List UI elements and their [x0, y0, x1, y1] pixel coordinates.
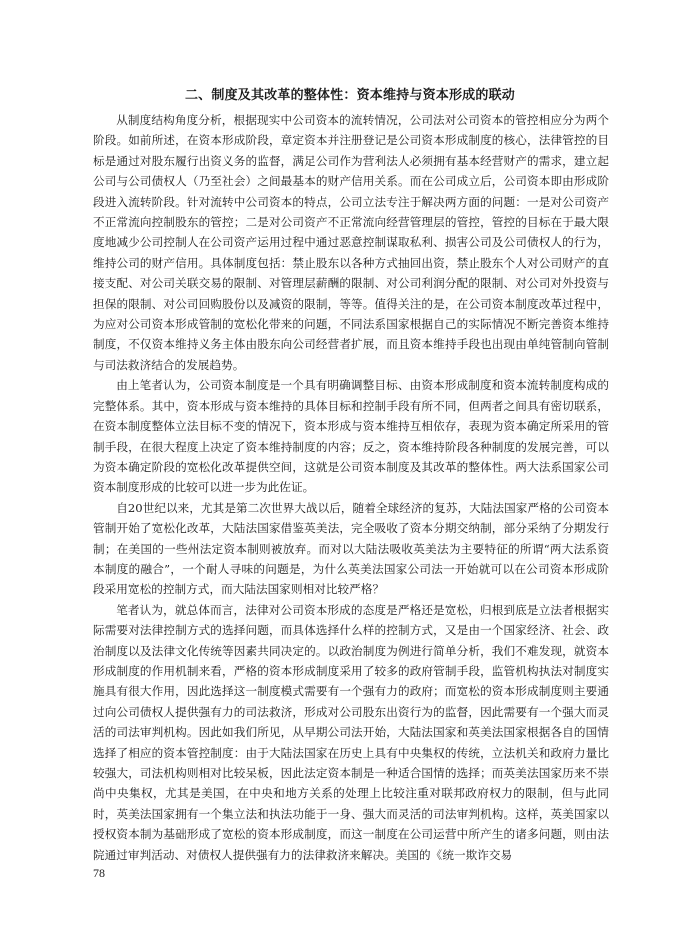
page-number: 78: [93, 866, 105, 880]
paragraph: 由上笔者认为，公司资本制度是一个具有明确调整目标、由资本形成制度和资本流转制度构成的完整体系。其中，资本形成与资本维持的具体目标和控制手段有所不同，但两者之间具有密切联系，在资本制度整体立法目标不变的情况下，资本形成与资本维持互相依存，表现为资本确定所采用的管制手段，在很大程度上决定了资本维持制度的内容；反之，资本维持阶段各种制度的发展完善，可以为资本确定阶段的宽松化改革提供空间，这就是公司资本制度及其改革的整体性。两大法系国家公司资本制度形成的比较可以进一步为此佐证。: [93, 378, 609, 495]
paragraph: 笔者认为，就总体而言，法律对公司资本形成的态度是严格还是宽松，归根到底是立法者根据实际需要对法律控制方式的选择问题，而具体选择什么样的控制方式，又是由一个国家经济、社会、政治制度以及法律文化传统等因素共同决定的。以政治制度为例进行简单分析，我们不难发现，就资本形成制度的作用机制来看，严格的资本形成制度采用了较多的政府管制手段，监管机构执法对制度实施具有很大作用，因此选择这一制度模式需要有一个强有力的政府；而宽松的资本形成制度则主要通过向公司债权人提供强有力的司法救济，形成对公司股东出资行为的监督，因此需要有一个强大而灵活的司法审判机构。因此如我们所见，从早期公司法开始，大陆法国家和英美法国家根据各自的国情选择了相应的资本管控制度：由于大陆法国家在历史上具有中央集权的传统，立法机关和政府力量比较强大，司法机构则相对比较呆板，因此法定资本制是一种适合国情的选择；而英美法国家历来不崇尚中央集权，尤其是美国，在中央和地方关系的处理上比较注重对联邦政府权力的限制，但与此同时，英美法国家拥有一个集立法和执法功能于一身、强大而灵活的司法审判机构。这样，英美国家以授权资本制为基础形成了宽松的资本形成制度，而这一制度在公司运营中所产生的诸多问题，则由法院通过审判活动、对债权人提供强有力的法律救济来解决。美国的《统一欺诈交易: [93, 602, 609, 862]
section-heading: 二、制度及其改革的整体性：资本维持与资本形成的联动: [184, 88, 515, 103]
paragraph: 从制度结构角度分析，根据现实中公司资本的流转情况，公司法对公司资本的管控相应分为两个阶段。如前所述，在资本形成阶段，章定资本并注册登记是公司资本形成制度的核心，法律管控的目标是通过对股东履行出资义务的监督，满足公司作为营利法人必须拥有基本经营财产的需求，建立起公司与公司债权人（乃至社会）之间最基本的财产信用关系。而在公司成立后，公司资本即由形成阶段进入流转阶段。针对流转中公司资本的特点，公司立法专注于解决两方面的问题：一是对公司资产不正常流向控制股东的管控；二是对公司资产不正常流向经营管理层的管控，管控的目标在于最大限度地减少公司控制人在公司资产运用过程中通过恶意控制谋取私利、损害公司及公司债权人的行为，维持公司的财产信用。具体制度包括：禁止股东以各种方式抽回出资，禁止股东个人对公司财产的直接支配、对公司关联交易的限制、对管理层薪酬的限制、对公司利润分配的限制、对公司对外投资与担保的限制、对公司回购股份以及减资的限制，等等。值得关注的是，在公司资本制度改革过程中，为应对公司资本形成管制的宽松化带来的问题，不同法系国家根据自己的实际情况不断完善资本维持制度，不仅资本维持义务主体由股东向公司经营者扩展，而且资本维持手段也出现由单纯管制向管制与司法救济结合的发展趋势。: [93, 113, 609, 372]
body-text: [93, 110, 609, 865]
paragraph: 自20世纪以来，尤其是第二次世界大战以后，随着全球经济的复苏，大陆法国家严格的公司资本管制开始了宽松化改革，大陆法国家借鉴英美法，完全吸收了资本分期交纳制，部分采纳了分期发行制；在美国的一些州法定资本制则被放弃。而对以大陆法吸收英美法为主要特征的所谓“两大法系资本制度的融合”，一个耐人寻味的问题是，为什么英美法国家公司法一开始就可以在公司资本形成阶段采用宽松的控制方式，而大陆法国家则相对比较严格？: [93, 500, 609, 597]
